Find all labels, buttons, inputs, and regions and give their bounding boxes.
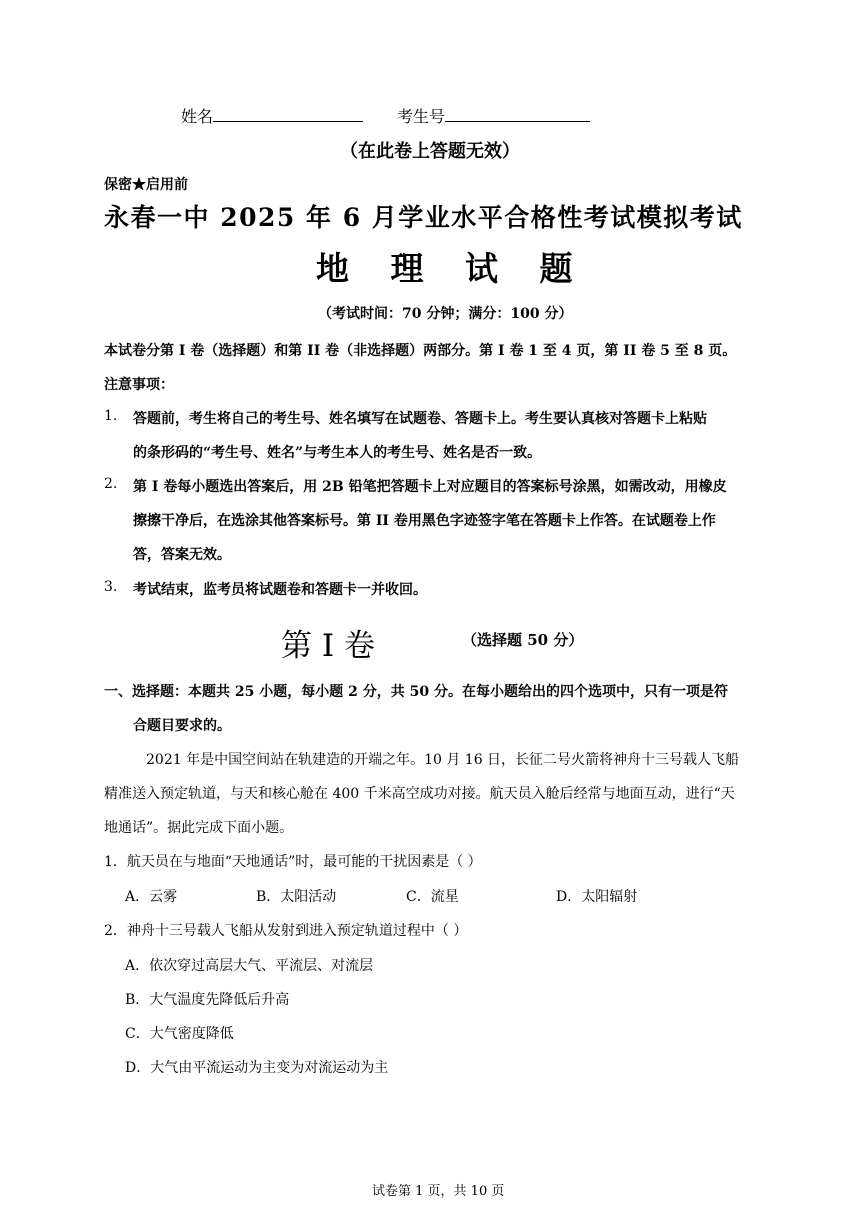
- question-1-option-b[interactable]: B．太阳活动: [256, 889, 337, 905]
- instruction-line-2: 合题目要求的。: [133, 718, 231, 734]
- invalid-notice: （在此卷上答题无效）: [340, 141, 520, 162]
- exam-no-blank[interactable]: [445, 105, 590, 122]
- note-1-line-2: 的条形码的“考生号、姓名”与考生本人的考生号、姓名是否一致。: [133, 445, 542, 461]
- passage-line-1: 2021 年是中国空间站在轨建造的开端之年。10 月 16 日，长征二号火箭将神舟十三号载人飞船: [146, 752, 740, 768]
- passage-line-2: 精准送入预定轨道，与天和核心舱在 400 千米高空成功对接。航天员入舱后经常与地面互动，进行“天: [104, 786, 735, 802]
- note-1-line-1: 答题前，考生将自己的考生号、姓名填写在试题卷、答题卡上。考生要认真核对答题卡上粘贴: [133, 411, 707, 427]
- note-2-line-1: 第 I 卷每小题选出答案后，用 2B 铅笔把答题卡上对应题目的答案标号涂黑，如需改动，用橡皮: [133, 479, 727, 495]
- question-1-option-d[interactable]: D．太阳辐射: [556, 889, 638, 905]
- note-2-line-3: 答，答案无效。: [133, 547, 231, 563]
- note-3-line-1: 考试结束，监考员将试题卷和答题卡一并收回。: [133, 582, 427, 598]
- instruction-line-1: 一、选择题：本题共 25 小题，每小题 2 分，共 50 分。在每小题给出的四个选项中，只有一项是符: [104, 684, 728, 700]
- name-blank[interactable]: [213, 105, 363, 122]
- question-2-option-c[interactable]: C．大气密度降低: [125, 1026, 234, 1042]
- subject-title: 地 理 试 题: [316, 249, 577, 288]
- exam-title: 永春一中 2025 年 6 月学业水平合格性考试模拟考试: [104, 203, 743, 232]
- question-1-stem: 1．航天员在与地面“天地通话”时，最可能的干扰因素是（ ）: [104, 854, 482, 870]
- name-label: 姓名: [181, 107, 214, 126]
- note-2-number: 2.: [104, 476, 118, 492]
- time-info: （考试时间：70 分钟；满分：100 分）: [318, 306, 573, 322]
- composition-text: 本试卷分第 I 卷（选择题）和第 II 卷（非选择题）两部分。第 I 卷 1 至 4 页，第 II 卷 5 至 8 页。: [104, 343, 737, 359]
- question-2-option-d[interactable]: D．大气由平流运动为主变为对流运动为主: [125, 1060, 389, 1076]
- question-1-option-a[interactable]: A．云雾: [125, 889, 178, 905]
- section-title: 第 I 卷: [281, 628, 375, 664]
- exam-no-field: [397, 104, 590, 127]
- question-1-option-c[interactable]: C．流星: [406, 889, 459, 905]
- question-2-option-a[interactable]: A．依次穿过高层大气、平流层、对流层: [125, 958, 374, 974]
- exam-no-label: 考生号: [397, 107, 446, 126]
- note-2-line-2: 擦擦干净后，在选涂其他答案标号。第 II 卷用黑色字迹签字笔在答题卡上作答。在试题卷上作: [133, 513, 716, 529]
- passage-line-3: 地通话”。据此完成下面小题。: [104, 820, 294, 836]
- question-2-option-b[interactable]: B．大气温度先降低后升高: [125, 992, 290, 1008]
- note-3-number: 3.: [104, 579, 118, 595]
- question-2-stem: 2．神舟十三号载人飞船从发射到进入预定轨道过程中（ ）: [104, 923, 468, 939]
- name-field: [181, 104, 363, 127]
- notice-title: 注意事项：: [104, 377, 174, 393]
- page-footer: 试卷第 1 页，共 10 页: [372, 1184, 505, 1199]
- secret-mark: 保密★启用前: [104, 177, 188, 193]
- note-1-number: 1.: [104, 408, 118, 424]
- section-subtitle: （选择题 50 分）: [462, 631, 584, 649]
